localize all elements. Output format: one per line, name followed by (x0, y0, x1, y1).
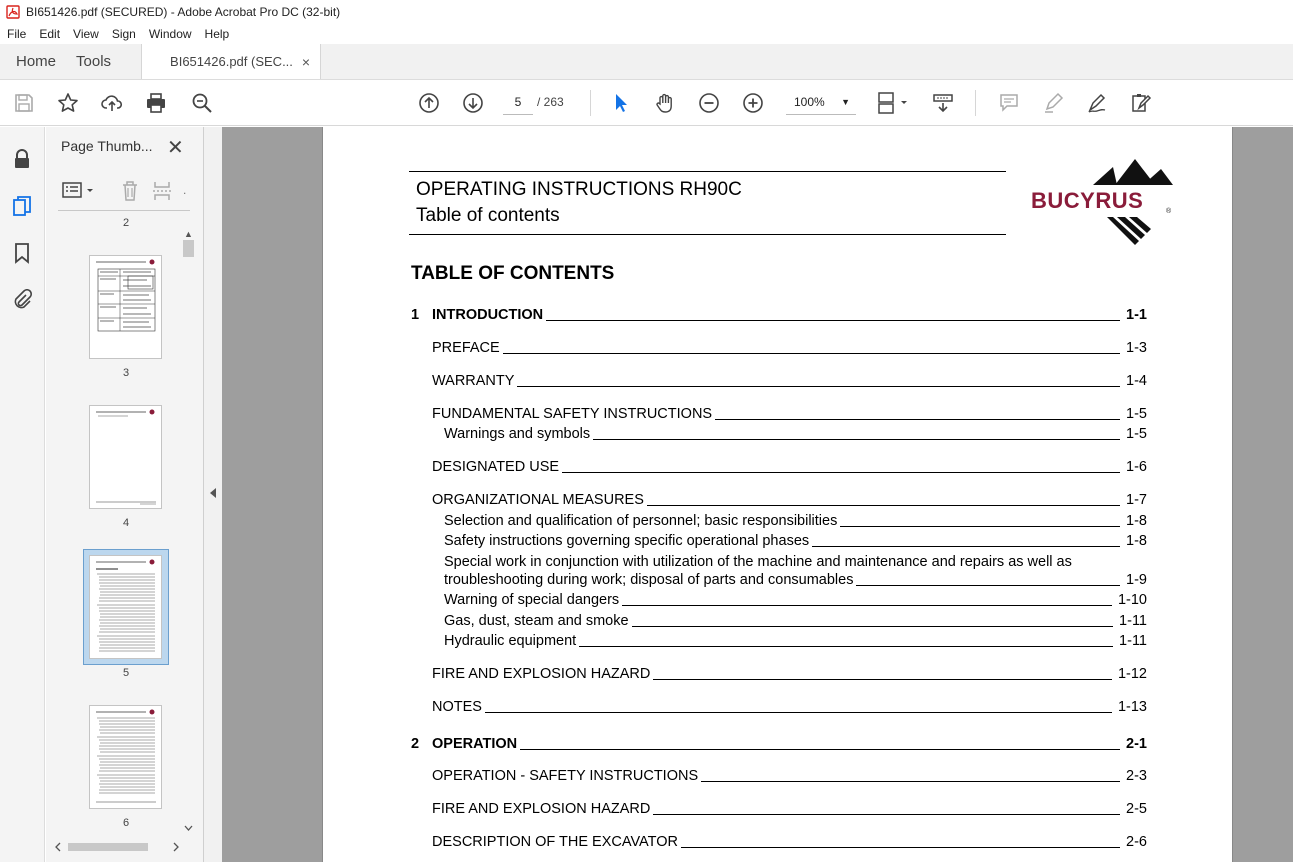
page-total: / 263 (537, 95, 564, 109)
toc-entry-label: troubleshooting during work; disposal of parts and consumables (444, 572, 854, 588)
thumbnail-page-5[interactable] (89, 555, 162, 659)
toc-entry[interactable] (411, 736, 1147, 752)
thumbnail-preview (90, 706, 161, 808)
scrolling-mode-icon[interactable] (931, 91, 955, 115)
header-rule-top (409, 171, 1006, 172)
hand-tool-icon[interactable] (653, 91, 677, 115)
toc-page-number: 1-5 (1126, 426, 1147, 442)
toc-page-number: 1-11 (1119, 613, 1147, 629)
menu-sign[interactable]: Sign (111, 27, 136, 41)
left-rail (0, 127, 45, 862)
toc-entry-label: Safety instructions governing specific operational phases (444, 533, 810, 549)
panel-title: Page Thumb... (61, 138, 153, 154)
toc-entry-label: NOTES (432, 699, 482, 715)
toc-entry-label: Gas, dust, steam and smoke (444, 613, 629, 629)
tab-document-label: BI651426.pdf (SEC... (170, 54, 293, 69)
tab-bar (0, 44, 1293, 80)
tab-close-icon[interactable]: × (301, 53, 311, 70)
toc-entry[interactable] (432, 801, 1147, 817)
toc-entry-label: Warnings and symbols (444, 426, 591, 442)
tab-home[interactable]: Home (16, 53, 57, 70)
previous-page-icon[interactable] (417, 91, 441, 115)
toc-entry-label: ORGANIZATIONAL MEASURES (432, 492, 644, 508)
select-cursor-icon[interactable] (609, 91, 633, 115)
toc-entry-label: OPERATION - SAFETY INSTRUCTIONS (432, 768, 699, 784)
toc-page-number: 1-9 (1126, 572, 1147, 588)
print-icon[interactable] (144, 91, 168, 115)
toc-entry[interactable] (444, 513, 1147, 529)
toc-entry[interactable] (444, 592, 1147, 608)
toc-entry-label: Special work in conjunction with utilization of the machine and maintenance and repairs as well as (444, 554, 1072, 570)
toc-leader-line (812, 546, 1120, 547)
toc-entry[interactable] (444, 554, 1147, 570)
toc-leader-line (681, 847, 1120, 848)
thumbnail-hscrollbar[interactable] (54, 840, 182, 854)
toc-chapter-number: 1 (411, 307, 420, 323)
thumbnail-preview (90, 406, 161, 508)
toc-leader-line (840, 526, 1120, 527)
panel-collapse-handle[interactable] (204, 127, 222, 862)
logo-registered: ® (1166, 208, 1172, 215)
toc-page-number: 2-3 (1126, 768, 1147, 784)
toc-leader-line (593, 439, 1120, 440)
thumbnail-page-number: 6 (122, 817, 130, 829)
trash-icon[interactable] (120, 180, 140, 202)
toc-page-number: 2-6 (1126, 834, 1147, 850)
menu-window[interactable]: Window (148, 27, 192, 41)
menu-view[interactable]: View (73, 27, 99, 41)
star-icon[interactable] (56, 91, 80, 115)
toc-leader-line (715, 419, 1120, 420)
page-display-icon[interactable] (876, 91, 912, 115)
toc-entry[interactable] (444, 633, 1147, 649)
toc-chapter-number: 2 (411, 736, 420, 752)
thumbnail-page-4[interactable] (89, 405, 162, 509)
thumbnail-preview (90, 556, 161, 658)
toc-page-number: 1-6 (1126, 459, 1147, 475)
thumbnail-page-6[interactable] (89, 705, 162, 809)
acrobat-icon (6, 5, 20, 19)
toc-page-number: 1-7 (1126, 492, 1147, 508)
toc-entry[interactable] (432, 699, 1147, 715)
toc-entry[interactable] (444, 613, 1147, 629)
toc-page-number: 1-8 (1126, 533, 1147, 549)
fill-sign-icon[interactable] (1129, 91, 1153, 115)
toc-entry-label: Warning of special dangers (444, 592, 620, 608)
save-icon[interactable] (12, 91, 36, 115)
toc-entry-label: INTRODUCTION (432, 307, 544, 323)
page-number-input[interactable]: 5 (503, 89, 533, 115)
toc-entry-label: Hydraulic equipment (444, 633, 577, 649)
thumbnail-page-3[interactable] (89, 255, 162, 359)
toc-page-number: 1-4 (1126, 373, 1147, 389)
toc-leader-line (653, 814, 1120, 815)
collapse-arrow-icon (209, 487, 217, 499)
toc-page-number: 1-3 (1126, 340, 1147, 356)
toc-page-number: 2-1 (1126, 736, 1147, 752)
toc-leader-line (856, 585, 1120, 586)
toc-page-number: 1-5 (1126, 406, 1147, 422)
toc-leader-line (485, 712, 1112, 713)
sign-icon[interactable] (1085, 91, 1109, 115)
toc-entry[interactable] (411, 307, 1147, 323)
upload-cloud-icon[interactable] (100, 91, 124, 115)
toc-entry[interactable] (432, 492, 1147, 508)
lock-icon[interactable] (10, 147, 34, 171)
toc-entry[interactable] (432, 373, 1147, 389)
thumbnail-page-number: 3 (122, 367, 130, 379)
toc-entry[interactable] (432, 340, 1147, 356)
toc-entry-label: PREFACE (432, 340, 500, 356)
tab-tools[interactable]: Tools (76, 53, 112, 70)
toc-page-number: 2-5 (1126, 801, 1147, 817)
thumbnail-scrollbar[interactable] (181, 240, 196, 838)
close-icon[interactable]: ✕ (167, 137, 184, 159)
toc-page-number: 1-1 (1126, 307, 1147, 323)
zoom-value: 100% (794, 95, 825, 109)
toc-entry-label: FUNDAMENTAL SAFETY INSTRUCTIONS (432, 406, 713, 422)
zoom-in-icon[interactable] (741, 91, 765, 115)
toc-entry[interactable] (432, 459, 1147, 475)
toc-entry-label: FIRE AND EXPLOSION HAZARD (432, 801, 651, 817)
thumbnail-page-number: 5 (122, 667, 130, 679)
pdf-page (322, 127, 1233, 862)
toc-leader-line (701, 781, 1120, 782)
header-title: OPERATING INSTRUCTIONS RH90C (416, 179, 742, 200)
toc-leader-line (546, 320, 1120, 321)
zoom-select[interactable] (786, 89, 856, 115)
thumbnail-preview (90, 256, 161, 358)
tab-document[interactable] (141, 44, 321, 79)
toc-entry[interactable] (432, 406, 1147, 422)
attachment-icon[interactable] (10, 288, 34, 312)
more-icon[interactable]: . (183, 183, 187, 197)
toc-page-number: 1-11 (1119, 633, 1147, 649)
zoom-search-icon[interactable] (190, 91, 214, 115)
next-page-icon[interactable] (461, 91, 485, 115)
thumbnail-options-icon[interactable] (62, 181, 98, 199)
toc-entry-label: OPERATION (432, 736, 518, 752)
toc-leader-line (503, 353, 1120, 354)
toc-entry[interactable] (444, 426, 1147, 442)
thumbnail-page-number: 2 (122, 217, 130, 229)
thumbnail-toolbar (58, 175, 190, 211)
highlight-pen-icon[interactable] (1041, 91, 1065, 115)
thumbnail-page-number: 4 (122, 517, 130, 529)
toc-leader-line (579, 646, 1113, 647)
toc-leader-line (517, 386, 1120, 387)
toc-entry-label: DESCRIPTION OF THE EXCAVATOR (432, 834, 678, 850)
zoom-out-icon[interactable] (697, 91, 721, 115)
toc-entry[interactable] (432, 768, 1147, 784)
toc-leader-line (562, 472, 1120, 473)
menu-help[interactable]: Help (204, 27, 230, 41)
toc-entry-label: WARRANTY (432, 373, 515, 389)
toc-entry[interactable] (432, 666, 1147, 682)
toc-leader-line (632, 626, 1113, 627)
menu-bar (0, 24, 1293, 44)
toc-entry-label: FIRE AND EXPLOSION HAZARD (432, 666, 651, 682)
toc-leader-line (622, 605, 1112, 606)
chevron-down-icon: ▼ (841, 97, 850, 107)
extract-pages-icon[interactable] (152, 180, 174, 202)
scroll-up-icon[interactable]: ▲ (184, 229, 193, 239)
toc-heading: TABLE OF CONTENTS (411, 263, 615, 284)
toolbar-separator (975, 90, 976, 116)
toc-entry-label: Selection and qualification of personnel; basic responsibilities (444, 513, 838, 529)
page-thumbnails-icon[interactable] (10, 194, 34, 218)
bookmark-icon[interactable] (10, 241, 34, 265)
toc-leader-line (653, 679, 1112, 680)
toc-entry-label: DESIGNATED USE (432, 459, 560, 475)
logo-text: BUCYRUS (1031, 188, 1144, 213)
document-view[interactable] (222, 127, 1293, 862)
header-subtitle: Table of contents (416, 205, 560, 226)
toc-leader-line (520, 749, 1120, 750)
title-bar (0, 0, 1293, 24)
toolbar-separator (590, 90, 591, 116)
comment-icon[interactable] (997, 91, 1021, 115)
header-rule-bottom (409, 234, 1006, 235)
menu-edit[interactable]: Edit (39, 27, 61, 41)
toc-page-number: 1-10 (1117, 592, 1147, 608)
toc-entry[interactable] (444, 533, 1147, 549)
toc-page-number: 1-8 (1126, 513, 1147, 529)
toc-page-number: 1-13 (1117, 699, 1147, 715)
toc-entry[interactable] (444, 572, 1147, 588)
toc-page-number: 1-12 (1117, 666, 1147, 682)
window-title: BI651426.pdf (SECURED) - Adobe Acrobat Pro DC (32-bit) (26, 5, 341, 19)
toc-leader-line (647, 505, 1120, 506)
menu-file[interactable]: File (7, 27, 27, 41)
toc-entry[interactable] (432, 834, 1147, 850)
toolbar (0, 80, 1293, 126)
